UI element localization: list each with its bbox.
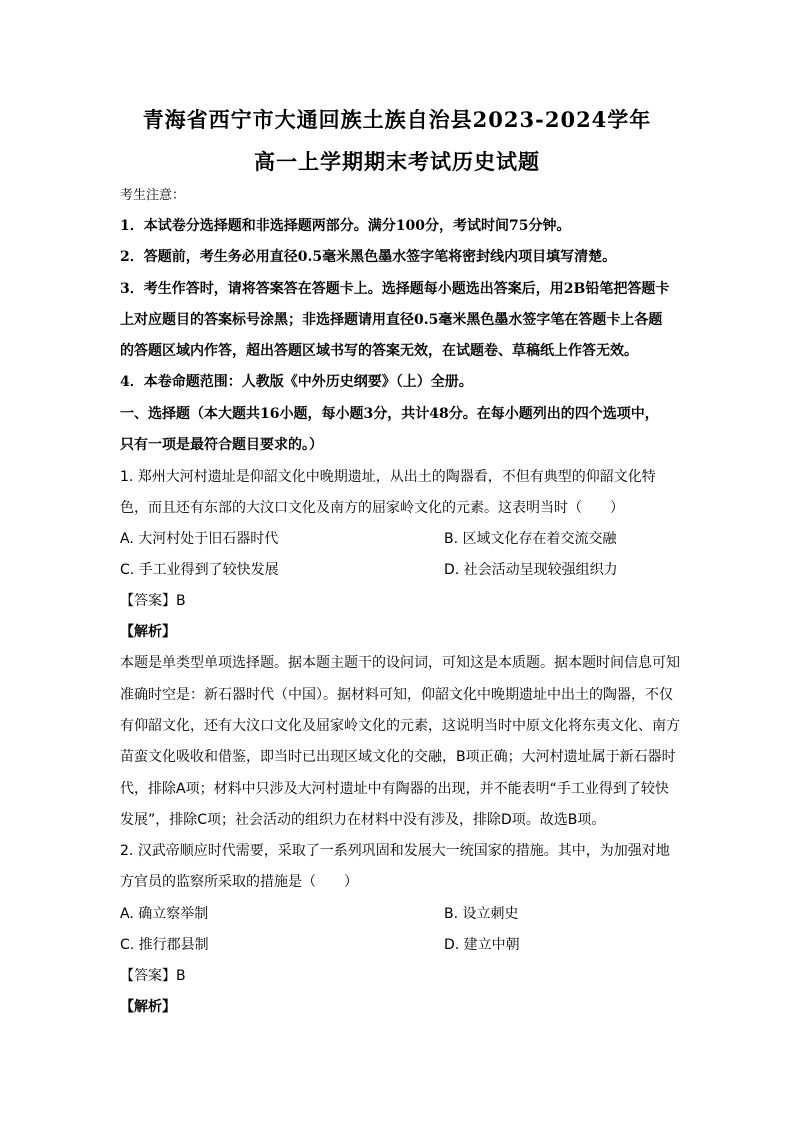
q1-analysis-line-6: 发展”，排除C项；社会活动的组织力在材料中没有涉及，排除D项。故选B项。 [120,812,606,828]
notice-item-4: 4．本卷命题范围：人教版《中外历史纲要》（上）全册。 [120,374,473,390]
notice-heading: 考生注意： [120,188,186,203]
notice-item-3b: 上对应题目的答案标号涂黑；非选择题请用直径0.5毫米黑色墨水签字笔在答题卡上各题 [120,312,663,328]
section-heading-line-1: 一、选择题（本大题共16小题，每小题3分，共计48分。在每小题列出的四个选项中， [120,406,659,422]
notice-item-2: 2．答题前，考生务必用直径0.5毫米黑色墨水签字笔将密封线内项目填写清楚。 [120,249,617,265]
q2-option-a: A. 确立察举制 [120,906,209,922]
notice-item-3c: 的答题区域内作答，超出答题区域书写的答案无效，在试题卷、草稿纸上作答无效。 [120,343,638,359]
q1-option-d: D. 社会活动呈现较强组织力 [444,562,618,578]
q1-analysis-label: 【解析】 [120,624,176,640]
q2-stem-line-2: 方官员的监察所采取的措施是（ ） [120,874,358,890]
q2-analysis-label: 【解析】 [120,999,176,1015]
q1-option-a: A. 大河村处于旧石器时代 [120,531,279,547]
section-heading-line-2: 只有一项是最符合题目要求的。） [120,437,323,453]
q1-option-b: B. 区域文化存在着交流交融 [444,531,617,547]
notice-item-1: 1．本试卷分选择题和非选择题两部分。满分100分，考试时间75分钟。 [120,218,571,234]
q1-analysis-line-3: 有仰韶文化，还有大汶口文化及屈家岭文化的元素，这说明当时中原文化将东夷文化、南方 [120,718,680,734]
q2-stem-line-1: 2. 汉武帝顺应时代需要，采取了一系列巩固和发展大一统国家的措施。其中，为加强对地 [120,843,670,859]
exam-title-line-2: 高一上学期期末考试历史试题 [254,149,540,174]
q1-answer: 【答案】B [120,593,186,609]
q2-answer: 【答案】B [120,968,186,984]
q1-stem-line-1: 1. 郑州大河村遗址是仰韶文化中晚期遗址，从出土的陶器看，不但有典型的仰韶文化特 [120,469,656,485]
q1-analysis-line-2: 准确时空是：新石器时代（中国）。据材料可知，仰韶文化中晚期遗址中出土的陶器，不仅 [120,687,673,703]
q2-option-b: B. 设立刺史 [444,906,519,922]
exam-title-line-1: 青海省西宁市大通回族土族自治县2023-2024学年 [142,107,652,132]
q1-option-c: C. 手工业得到了较快发展 [120,562,279,578]
q1-analysis-line-1: 本题是单类型单项选择题。据本题主题干的设问词，可知这是本质题。据本题时间信息可知 [120,655,680,671]
q1-analysis-line-5: 代，排除A项；材料中只涉及大河村遗址中有陶器的出现，并不能表明“手工业得到了较快 [120,781,669,797]
q2-option-c: C. 推行郡县制 [120,937,209,953]
q2-option-d: D. 建立中朝 [444,937,520,953]
q1-stem-line-2: 色，而且还有东部的大汶口文化及南方的屈家岭文化的元素。这表明当时（ ） [120,500,624,516]
notice-item-3a: 3．考生作答时，请将答案答在答题卡上。选择题每小题选出答案后，用2B铅笔把答题卡 [120,281,670,297]
q1-analysis-line-4: 苗蛮文化吸收和借鉴，即当时已出现区域文化的交融，B项正确；大河村遗址属于新石器时 [120,749,676,765]
